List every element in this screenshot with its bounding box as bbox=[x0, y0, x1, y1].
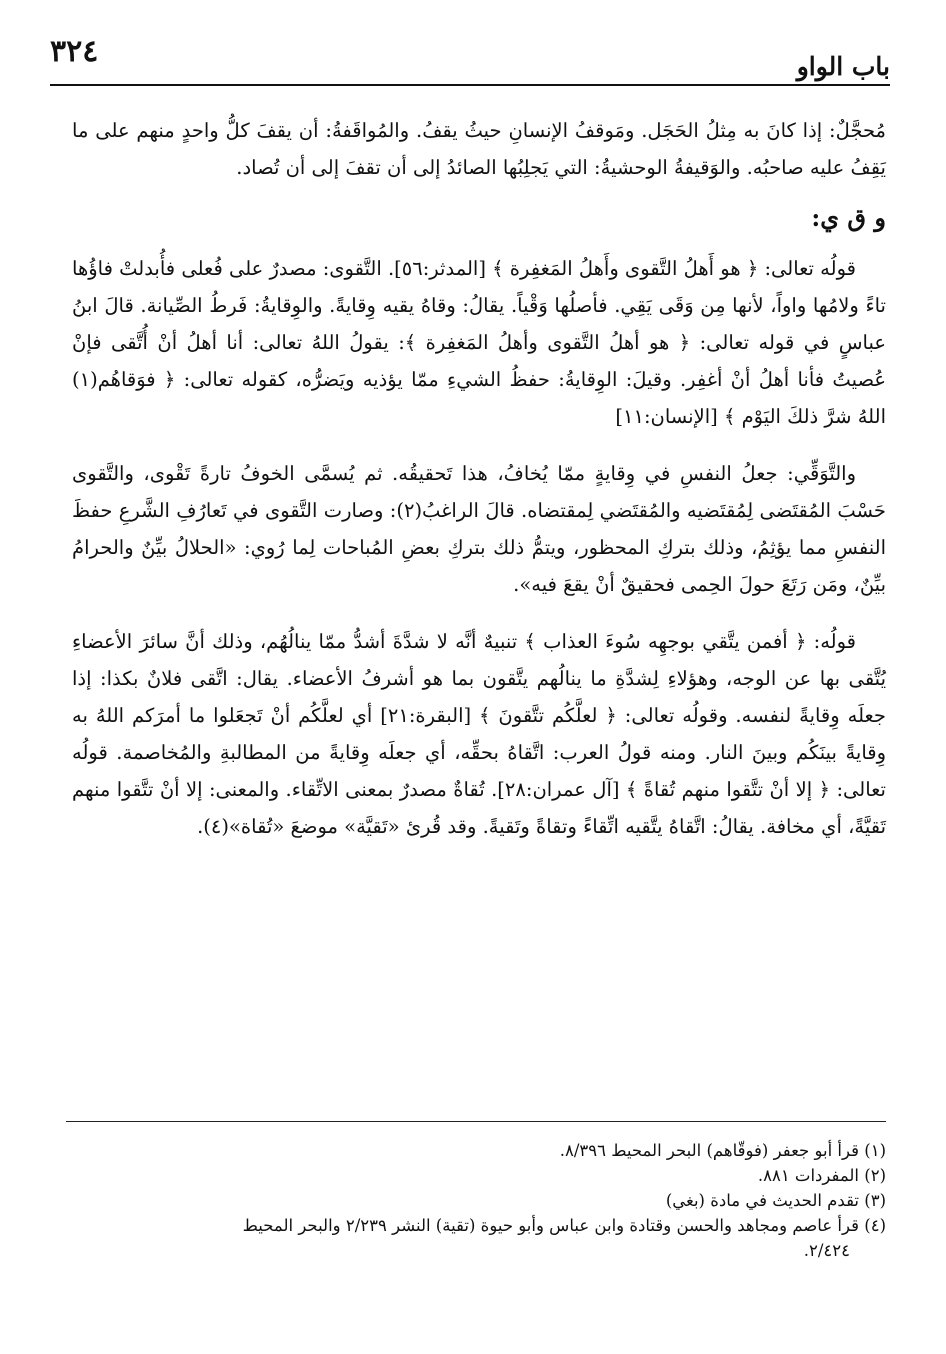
intro-paragraph: مُحجَّلٌ: إذا كانَ به مِثلُ الحَجَل. ومَوقفُ الإنسانِ حيثُ يقفُ. والمُواقَفةُ: أن يقفَ كلُّ واحدٍ منهم على ما يَقِفُ عليه صاحبُه. والوَقيفةُ الوحشيةُ: التي يَجلِبُها الصائدُ إلى أن تقفَ إلى أن تُصاد. bbox=[72, 119, 886, 179]
footnote-4: (٤) قرأ عاصم ومجاهد والحسن وقتادة وابن عباس وأبو حيوة (تقية) النشر ٢/٢٣٩ والبحر المحيط bbox=[242, 1216, 886, 1235]
footnotes bbox=[72, 1138, 886, 1263]
page-number: ٣٢٤ bbox=[50, 34, 99, 69]
page-header bbox=[50, 30, 890, 86]
paragraph-3: قولُه: ﴿ أفمن يتَّقي بوجهِه سُوءَ العذاب ﴾ تنبيهٌ أنَّه لا شدَّةَ أشدُّ ممّا ينالُهُم، وذلك أنَّ سائرَ الأعضاءِ يُتَّقى بها عن الوجه، وهؤلاءِ لِشدَّةِ ما ينالُهم يتَّقون بما هو أشرفُ الأعضاء. يقال: اتَّقى فلانٌ بكذا: إذا جعلَه وِقايةً لنفسه. وقولُه تعالى: ﴿ لعلَّكُم تتَّقونَ ﴾ [البقرة:٢١] أي لعلَّكُم أنْ تَجعَلوا ما أمرَكم اللهُ به وِقايةً بينَكُم وبينَ النار. ومنه قولُ العرب: اتَّقاهُ بحقِّه، أي جعلَه وِقايةً من المطالبةِ والمُخاصمة. قولُه تعالى: ﴿ إلا أنْ تتَّقوا منهم تُقاةً ﴾ [آل عمران:٢٨]. تُقاةٌ مصدرٌ بمعنى الاتِّقاء. والمعنى: إلا أنْ تتَّقوا منهم تَقيَّةً، أي مخافة. يقالُ: اتَّقاهُ يتَّقيه اتِّقاءً وتقاةً وتَقيةً. وقد قُرئ «تَقيَّة» موضعَ «تُقاة»(٤). bbox=[72, 630, 886, 838]
chapter-title: باب الواو bbox=[796, 52, 890, 81]
paragraph-2: والتَّوَقِّي: جعلُ النفسِ في وِقايةٍ ممّا يُخافُ، هذا تَحقيقُه. ثم يُسمَّى الخوفُ تارةً تَقْوى، والتَّقوى حَسْبَ المُقتَضى لِمُقتَضيه والمُقتَضي لِمقتضاه. قالَ الراغبُ(٢): وصارت التَّقوى في تَعارُفِ الشَّرعِ حفظَ النفسِ مما يؤثِمُ، وذلك بتركِ المحظور، ويتمُّ ذلك بتركِ بعضِ المُباحات لِما رُوي: «الحلالُ بيِّنٌ والحرامُ بيِّنٌ، ومَن رَتَعَ حولَ الحِمى فحقيقٌ أنْ يقعَ فيه». bbox=[72, 462, 886, 596]
footnote-2: (٢) المفردات ٨٨١. bbox=[757, 1166, 886, 1185]
main-text bbox=[72, 112, 886, 845]
footnote-4-continued: ٢/٤٢٤. bbox=[803, 1241, 850, 1260]
section-heading: و ق ي: bbox=[811, 203, 886, 232]
footnote-1: (١) قرأ أبو جعفر (فوقّاهم) البحر المحيط ٨/٣٩٦. bbox=[559, 1141, 886, 1160]
paragraph-1: قولُه تعالى: ﴿ هو أَهلُ التَّقوى وأَهلُ المَغفِرة ﴾ [المدثر:٥٦]. التَّقوى: مصدرٌ على فُعلى فأُبدلتْ فاؤُها تاءً ولامُها واواً، لأنها مِن وَقَى يَقِي. فأصلُها وَقْياً. يقالُ: وقاهُ يقيه وِقايةً. والوِقايةُ: فَرطُ الصِّيانة. قالَ ابنُ عباسٍ في قوله تعالى: ﴿ هو أهلُ التَّقوى وأهلُ المَغفِرة ﴾: يقولُ اللهُ تعالى: أنا أهلُ أنْ أُتَّقى فإنْ عُصيتُ فأنا أهلُ أنْ أغفِر. وقيلَ: الوِقايةُ: حفظُ الشيءِ ممّا يؤذيه ويَضرُّه، كقوله تعالى: ﴿ فوَقاهُم(١) اللهُ شرَّ ذلكَ اليَوْم ﴾ [الإنسان:١١] bbox=[72, 257, 886, 428]
footnote-separator bbox=[66, 1121, 886, 1122]
footnote-3: (٣) تقدم الحديث في مادة (بغي) bbox=[665, 1191, 886, 1210]
